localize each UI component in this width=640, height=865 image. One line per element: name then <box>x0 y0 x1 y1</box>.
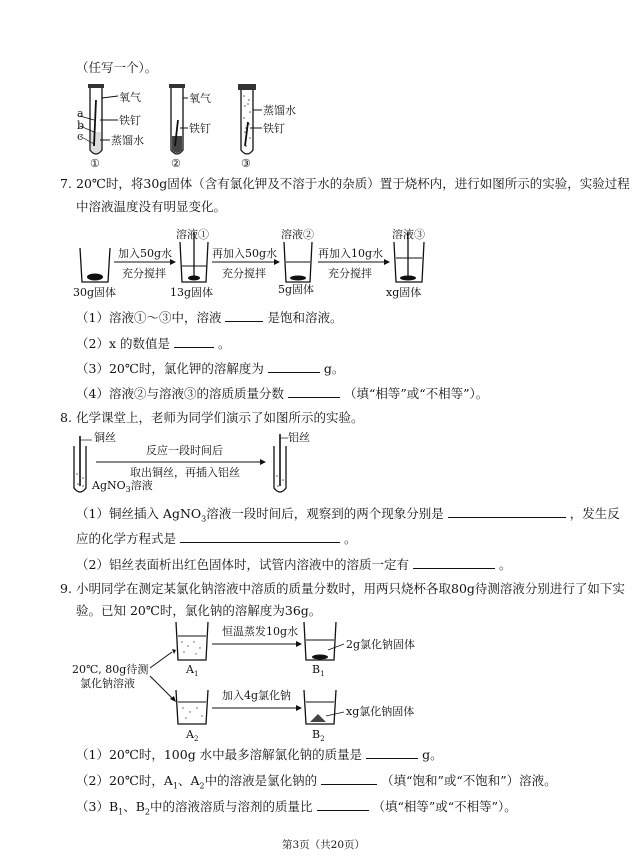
q7-sub1: （1）溶液①～③中，溶液 是饱和溶液。 <box>76 310 343 325</box>
q8-sub1-blank1[interactable] <box>448 506 566 518</box>
q9-sub3: $(3)B_1$、$B_2$中的溶液溶质与溶剂的质量比 （填“相等”或“不相等”）。 <box>76 799 517 817</box>
q9-label-a2: $A_2$ <box>186 728 199 744</box>
tube1-number: ① <box>90 157 100 170</box>
q7-stem-line1: 20℃时，将30g固体（含有氯化钾及不溶于水的杂质）置于烧杯内，进行如图所示的实验，实验过程 <box>76 176 630 191</box>
q7-step3-top: 再加入10g水 <box>318 247 384 260</box>
q7-number: 7. <box>60 176 72 191</box>
q7-step2-top: 再加入50g水 <box>212 247 278 260</box>
q9-sub1-blank[interactable] <box>366 747 418 759</box>
q7-step1-top: 加入50g水 <box>118 247 173 260</box>
page-footer: 第3页（共20页） <box>282 839 366 851</box>
q7-sub2: （2）x 的数值是 。 <box>76 336 231 351</box>
tube1-label-water: 蒸馏水 <box>111 134 144 147</box>
q7-solution-2: 溶液② <box>281 228 314 241</box>
q8-wire-cu: 铜丝 <box>94 431 116 444</box>
tube2-label-oxygen: 氧气 <box>189 92 211 105</box>
tube3-label-nail: 铁钉 <box>263 122 285 135</box>
q9-b2-note: xg氯化钠固体 <box>346 705 415 718</box>
q9-stem-line2: 验。已知 20℃时，氯化钠的溶解度为36g。 <box>76 603 322 618</box>
q9-sub2: （2）20℃时，$A_1$、$A_2$中的溶液是氯化钠的 （填“饱和”或“不饱和”）溶液。 <box>76 773 557 791</box>
q8-wire-al: 铝丝 <box>288 431 310 444</box>
q8-stem: 化学课堂上，老师为同学们演示了如图所示的实验。 <box>76 410 364 425</box>
q9-top-arrow-label: 恒温蒸发10g水 <box>222 625 299 638</box>
q9-label-b1: $B_1$ <box>312 663 325 679</box>
q9-label-a1: $A_1$ <box>186 663 199 679</box>
q7-solid-30g: 30g固体 <box>73 286 117 299</box>
q9-bottom-arrow-label: 加入4g氯化钠 <box>222 689 292 702</box>
q8-sub2: （2）铝丝表面析出红色固体时，试管内溶液中的溶质一定有 。 <box>76 557 512 572</box>
test-tube-2 <box>169 84 188 154</box>
label-a: a <box>77 107 84 120</box>
label-c: c <box>77 130 84 143</box>
q7-solution-3: 溶液③ <box>392 228 425 241</box>
intro-line: （任写一个）。 <box>76 60 158 75</box>
q9-sub3-blank[interactable] <box>317 799 369 811</box>
q8-sub1-blank2[interactable] <box>180 531 340 543</box>
q7-sub4-blank[interactable] <box>288 386 340 398</box>
q7-solid-xg: xg固体 <box>386 286 422 299</box>
q9-number: 9. <box>60 581 72 596</box>
q7-sub3-blank[interactable] <box>268 361 320 373</box>
q7-stem-line2: 中溶液温度没有明显变化。 <box>76 199 227 214</box>
q8-arrow-bottom: 取出铜丝，再插入铝丝 <box>130 466 240 479</box>
q8-solution-label: AgNO$_3$溶液 <box>92 479 153 495</box>
q7-solution-1: 溶液① <box>176 228 209 241</box>
q8-sub2-blank[interactable] <box>413 557 495 569</box>
q9-label-b2: $B_2$ <box>312 728 325 744</box>
tube3-number: ③ <box>241 157 251 170</box>
q7-step3-bottom: 充分搅拌 <box>328 267 372 280</box>
q8-number: 8. <box>60 410 72 425</box>
q8-arrow-top: 反应一段时间后 <box>146 444 223 457</box>
q9-stem-line1: 小明同学在测定某氯化钠溶液中溶质的质量分数时，用两只烧杯各取80g待测溶液分别进行了如下实 <box>76 581 625 596</box>
q7-step1-bottom: 充分搅拌 <box>122 267 166 280</box>
q7-solid-5g: 5g固体 <box>278 283 315 296</box>
label-b: b <box>77 119 85 132</box>
q7-sub3: （3）20℃时，氯化钾的溶解度为 g。 <box>76 361 345 376</box>
q9-sub2-blank[interactable] <box>321 773 377 785</box>
tube1-label-oxygen: 氧气 <box>119 91 141 104</box>
q9-left-label-2: 氯化钠溶液 <box>80 677 135 690</box>
q9-left-label-1: 20℃, 80g待测 <box>72 663 149 676</box>
test-tube-3 <box>238 84 262 154</box>
q9-sub1: （1）20℃时，100g 水中最多溶解氯化钠的质量是 g。 <box>76 747 443 762</box>
tube1-label-nail: 铁钉 <box>119 114 141 127</box>
q7-solid-13g: 13g固体 <box>170 286 214 299</box>
tube2-number: ② <box>171 157 181 170</box>
q7-step2-bottom: 充分搅拌 <box>222 267 266 280</box>
tube2-label-nail: 铁钉 <box>189 122 211 135</box>
tube3-label-water: 蒸馏水 <box>263 104 296 117</box>
q8-sub1-line2: 应的化学方程式是 。 <box>76 531 357 546</box>
q7-sub4: （4）溶液②与溶液③的溶质质量分数 （填“相等”或“不相等”）。 <box>76 386 489 401</box>
q7-sub2-blank[interactable] <box>174 336 214 348</box>
q8-sub1-line1: （1）铜丝插入 AgNO$_3$溶液一段时间后，观察到的两个现象分别是 ，发生反 <box>76 506 620 524</box>
q9-b1-note: 2g氯化钠固体 <box>346 638 416 651</box>
q7-sub1-blank[interactable] <box>225 310 263 322</box>
